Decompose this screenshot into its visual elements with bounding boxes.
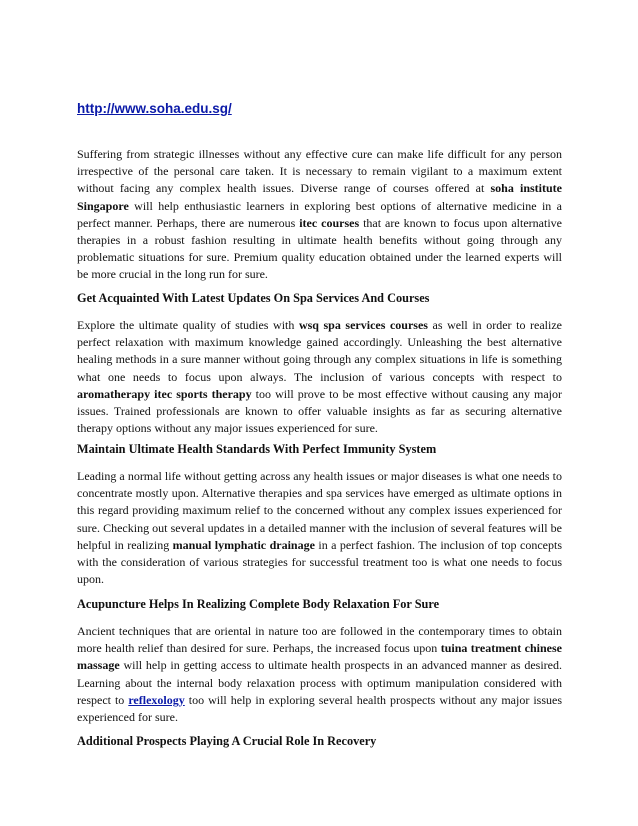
health-paragraph — [77, 468, 562, 588]
acupuncture-text-3: too will help in exploring several health prospects without any major issues experienced for sure. — [77, 692, 562, 725]
acupuncture-paragraph — [77, 623, 562, 726]
health-text-1: Leading a normal life without getting across any health issues or major diseases is what one needs to concentrate mostly upon. Alternative therapies and spa services have emerged as ultimate options in this regard providing maximum relief to the concerned without any complex issues experienced for sure. Checking out several updates in a detailed manner with the inclusion of several features will be helpful in realizing — [77, 469, 562, 552]
heading-acupuncture: Acupuncture Helps In Realizing Complete Body Relaxation For Sure — [77, 597, 440, 611]
heading-health-standards: Maintain Ultimate Health Standards With Perfect Immunity System — [77, 442, 437, 456]
heading-spa-updates: Get Acquainted With Latest Updates On Spa Services And Courses — [77, 291, 430, 305]
website-link[interactable]: http://www.soha.edu.sg/ — [77, 101, 232, 116]
spa-text-3: too will prove to be most effective without causing any major issues. Trained professionals are known to offer valuable insights as far as securing alternative therapy options without any major issues experienced for sure. — [77, 386, 562, 436]
intro-text-2: will help enthusiastic learners in exploring best options of alternative medicine in a perfect manner. Perhaps, there are numerous — [77, 198, 562, 230]
intro-text-3: that are known to focus upon alternative therapies in a robust fashion resulting in ultimate health benefits without going through any problematic situations for sure. Premium quality education obtained under the learned experts will be more crucial in the long run for sure. — [77, 215, 562, 282]
acupuncture-bold-1: tuina treatment chinese massage — [77, 641, 562, 673]
reflexology-link[interactable]: reflexology — [128, 692, 185, 707]
intro-bold-1: soha institute Singapore — [77, 181, 563, 213]
acupuncture-text-1: Ancient techniques that are oriental in nature too are followed in the contemporary times to obtain more health relief than desired for sure. Perhaps, the increased focus upon — [77, 624, 562, 656]
spa-text-2: as well in order to realize perfect relaxation with maximum knowledge gained accordingly. Unleashing the best alternative healing methods in a sure manner without going through any complex situations in life is something what one needs to focus upon always. The inclusion of various concepts with respect to — [77, 318, 562, 384]
health-text-2: in a perfect fashion. The inclusion of top concepts with the consideration of various strategies for successful treatment too is what one needs to focus upon. — [77, 537, 562, 587]
acupuncture-text-2: will help in getting access to ultimate health prospects in an advanced manner as desired. Learning about the internal body relaxation process with optimum manipulation considered with respect to — [77, 658, 562, 707]
spa-bold-1: wsq spa services courses — [298, 318, 428, 332]
intro-text-1: Suffering from strategic illnesses without any effective cure can make life difficult for any person irrespective of the personal care taken. It is necessary to remain vigilant to a maximum extent without facing any complex health issues. Diverse range of courses offered at — [77, 147, 562, 196]
spa-bold-2: aromatherapy itec sports therapy — [77, 386, 252, 401]
intro-paragraph — [77, 146, 562, 284]
health-bold-1: manual lymphatic drainage — [172, 537, 315, 552]
intro-bold-2: itec courses — [299, 215, 360, 230]
spa-text-1: Explore the ultimate quality of studies with — [77, 318, 299, 332]
spa-paragraph — [77, 317, 562, 437]
heading-additional-prospects: Additional Prospects Playing A Crucial Role In Recovery — [77, 734, 377, 748]
